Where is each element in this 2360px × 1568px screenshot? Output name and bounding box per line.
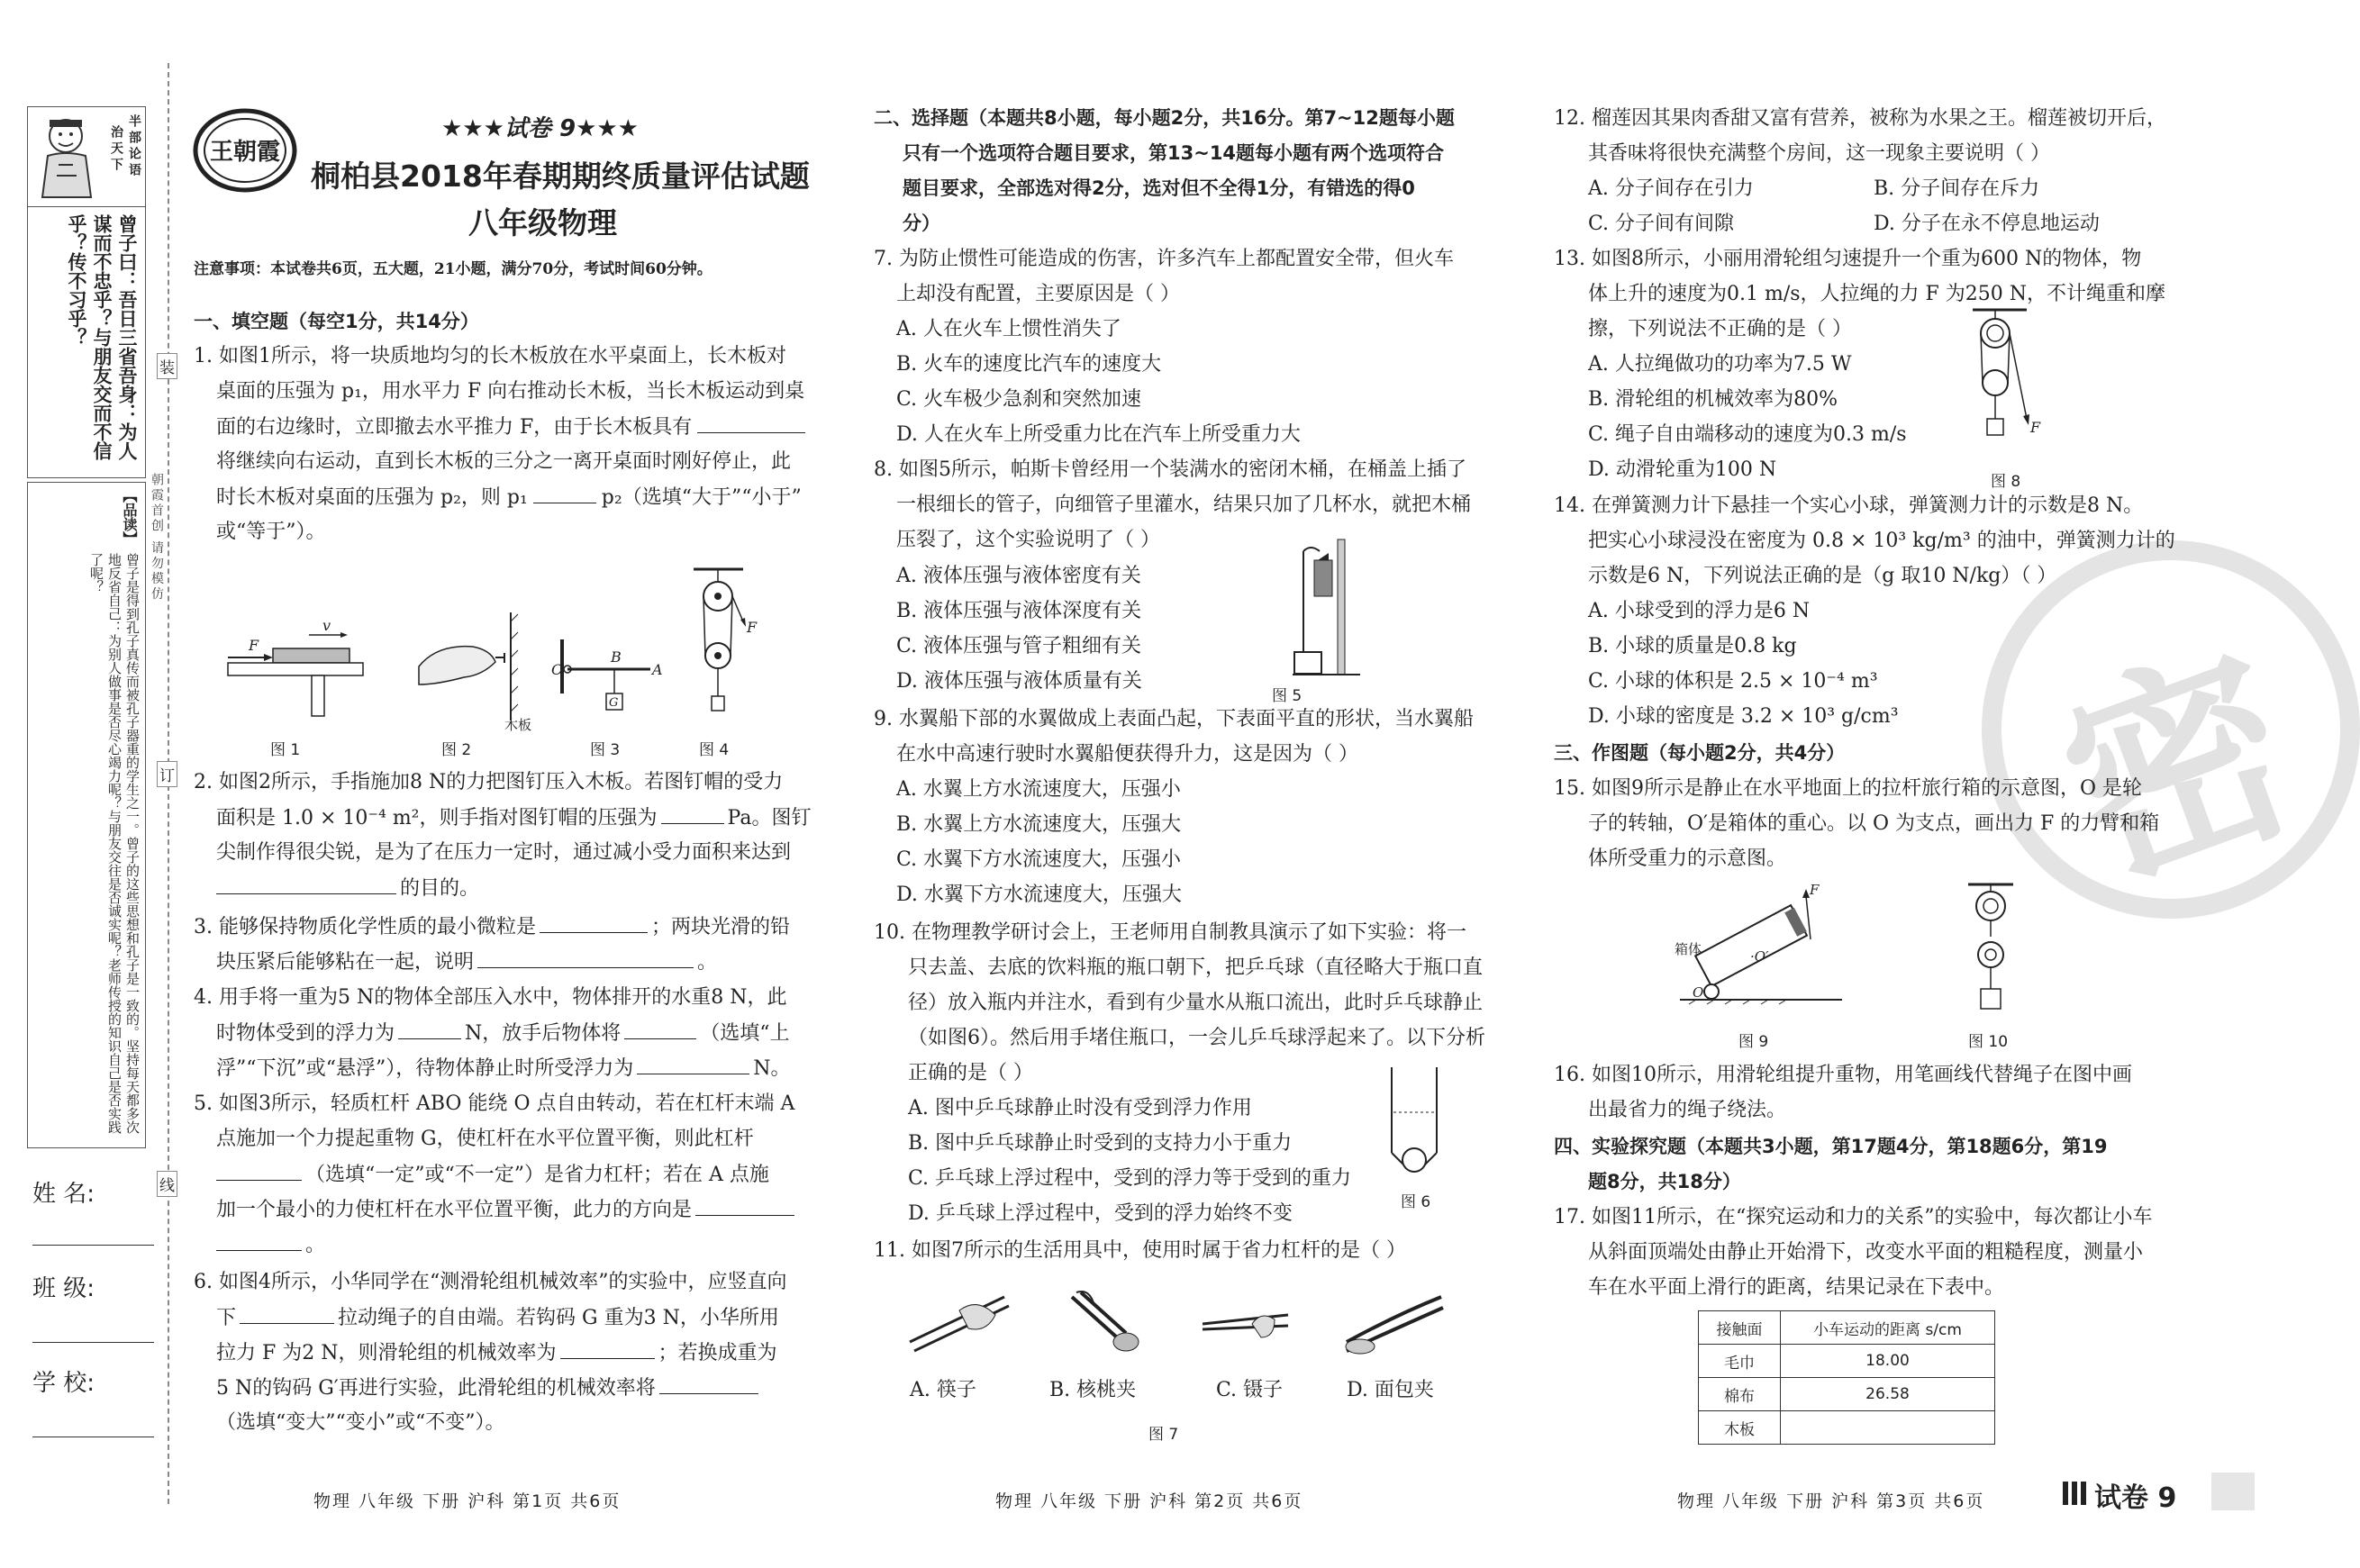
q3-blank-2[interactable]: [477, 949, 694, 968]
fig4-label-F: F: [747, 619, 758, 636]
q14-option-c[interactable]: C. 小球的体积是 2.5 × 10⁻⁴ m³: [1588, 670, 1878, 693]
section-2-line-4: 分）: [903, 213, 940, 234]
q4-line-3: 浮”“下沉”或“悬浮”），待物体静止时所受浮力为 N。: [216, 1057, 791, 1080]
chopsticks-icon: [905, 1288, 1013, 1360]
q17-line-1: 17. 如图11所示，在“探究运动和力的关系”的实验中，每次都让小车: [1554, 1206, 2153, 1228]
table-cell-answer[interactable]: [1781, 1411, 1995, 1445]
fig9-caption: 图 9: [1738, 1033, 1769, 1051]
q2-line-1: 2. 如图2所示，手指施加8 N的力把图钉压入木板。若图钉帽的受力: [194, 771, 784, 793]
q12-option-c[interactable]: C. 分子间有间隙: [1588, 213, 1735, 235]
q10-line-1: 10. 在物理教学研讨会上，王老师用自制教具演示了如下实验：将一: [874, 921, 1466, 944]
q13-option-c[interactable]: C. 绳子自由端移动的速度为0.3 m/s: [1588, 423, 1907, 446]
q14-option-b[interactable]: B. 小球的质量是0.8 kg: [1588, 635, 1797, 657]
q11-line-1: 11. 如图7所示的生活用具中，使用时属于省力杠杆的是（ ）: [874, 1239, 1406, 1262]
q13-line-3: 擦，下列说法不正确的是（ ）: [1588, 318, 1852, 340]
figure-5: [1293, 535, 1365, 679]
footer-page-3: 物理 八年级 下册 沪科 第3页 共6页: [1677, 1491, 1985, 1511]
q16-line-2: 出最省力的绳子绕法。: [1588, 1099, 1787, 1121]
reading-text: 曾子是得到孔子真传而被孔子器重的学生之一。曾子的这些思想和孔子是一致的。坚持每天都多次地反省自己：为别人做事是否尽心竭力呢？与朋友交往是否诚实呢？老师传授的知识自己是否实践了呢？: [88, 553, 141, 1134]
q13-option-d[interactable]: D. 动滑轮重为100 N: [1588, 458, 1777, 481]
q14-line-1: 14. 在弹簧测力计下悬挂一个实心小球，弹簧测力计的示数是8 N。: [1554, 494, 2144, 517]
figure-6: [1383, 1063, 1446, 1198]
q12-line-1: 12. 榴莲因其果肉香甜又富有营养，被称为水果之王。榴莲被切开后，: [1554, 107, 2166, 130]
class-label: 班 级:: [32, 1275, 95, 1302]
q4-line-2: 时物体受到的浮力为 N，放手后物体将 （选填“上: [216, 1022, 790, 1045]
section-3-heading: 三、作图题（每小题2分，共4分）: [1554, 742, 1846, 764]
brand-seal-icon: [189, 104, 306, 198]
q3-line-2: 块压紧后能够粘在一起，说明 。: [216, 951, 718, 974]
fig5-caption: 图 5: [1272, 687, 1303, 705]
q6-line-4: 5 N的钩码 G′再进行实验，此滑轮组的机械效率将: [216, 1375, 758, 1400]
q7-option-c[interactable]: C. 火车极少急刹和突然加速: [896, 388, 1142, 411]
q5-blank-2[interactable]: [695, 1197, 794, 1216]
logo-word-1: 半部论语: [127, 114, 141, 179]
side-note: 朝霞首创 请勿模仿: [150, 473, 164, 603]
q13-option-b[interactable]: B. 滑轮组的机械效率为80%: [1588, 388, 1838, 411]
fig6-caption: 图 6: [1401, 1193, 1431, 1211]
sidebar-logo: [27, 106, 146, 207]
q9-option-c[interactable]: C. 水翼下方水流速度大，压强小: [896, 848, 1182, 871]
q8-line-3: 压裂了，这个实验说明了（ ）: [896, 529, 1160, 551]
q14-option-d[interactable]: D. 小球的密度是 3.2 × 10³ g/cm³: [1588, 705, 1899, 728]
q1-line-3: 面的右边缘时，立即撤去水平推力 F，由于长木板具有: [216, 414, 805, 440]
q9-line-1: 9. 水翼船下部的水翼做成上表面凸起，下表面平直的形状，当水翼船: [874, 708, 1474, 730]
fig1-label-F: F: [249, 637, 259, 654]
figure-1: [223, 612, 377, 721]
q11-option-b[interactable]: B. 核桃夹: [1049, 1379, 1137, 1401]
fig9-label-box: 箱体: [1675, 941, 1702, 957]
table-cell: 26.58: [1781, 1378, 1995, 1411]
cut-mark-1: 装: [157, 353, 177, 379]
table-row: [1699, 1345, 1995, 1378]
q6-blank-3[interactable]: [659, 1375, 758, 1394]
table-cell: 18.00: [1781, 1345, 1995, 1378]
tweezers-icon: [1198, 1297, 1297, 1360]
q6-line-2: 下 拉动绳子的自由端。若钩码 G 重为3 N，小华所用: [216, 1307, 779, 1329]
logo-word-2: 治天下: [109, 125, 123, 174]
q6-blank-2[interactable]: [560, 1340, 655, 1359]
q13-option-a[interactable]: A. 人拉绳做功的功率为7.5 W: [1588, 353, 1852, 376]
q15-line-3: 体所受重力的示意图。: [1588, 847, 1787, 870]
table-row: [1699, 1378, 1995, 1411]
table-header: 接触面: [1699, 1311, 1781, 1345]
fig9-label-Oprime: ·O′: [1750, 948, 1769, 965]
footer-page-2: 物理 八年级 下册 沪科 第2页 共6页: [995, 1491, 1303, 1511]
section-1-heading: 一、填空题（每空1分，共14分）: [194, 311, 479, 332]
fig8-caption: 图 8: [1991, 473, 2021, 491]
q3-line-1: 3. 能够保持物质化学性质的最小微粒是 ；两块光滑的铅: [194, 916, 791, 938]
name-label: 姓 名:: [32, 1181, 95, 1208]
q4-blank-2[interactable]: [624, 1020, 696, 1039]
corner-dots-icon: [2063, 1482, 2086, 1505]
q10-option-c[interactable]: C. 乒乓球上浮过程中，受到的浮力等于受到的重力: [908, 1167, 1352, 1190]
q8-option-d[interactable]: D. 液体压强与液体质量有关: [896, 670, 1142, 693]
q2-blank-1[interactable]: [661, 805, 724, 824]
q6-line-5: （选填“变大”“变小”或“不变”）。: [216, 1411, 505, 1434]
q17-results-table: [1698, 1310, 1995, 1445]
q7-option-d[interactable]: D. 人在火车上所受重力比在汽车上所受重力大: [896, 423, 1301, 446]
q8-option-c[interactable]: C. 液体压强与管子粗细有关: [896, 635, 1142, 657]
q3-blank-1[interactable]: [540, 914, 648, 933]
q15-line-1: 15. 如图9所示是静止在水平地面上的拉杆旅行箱的示意图，O 是轮: [1554, 777, 2143, 800]
exam-subject: 八年级物理: [468, 205, 617, 240]
reading-label: 【品读】: [121, 488, 138, 546]
q9-option-d[interactable]: D. 水翼下方水流速度大，压强大: [896, 884, 1182, 906]
q12-option-a[interactable]: A. 分子间存在引力: [1588, 177, 1754, 200]
table-cell: 毛巾: [1699, 1345, 1781, 1378]
q9-line-2: 在水中高速行驶时水翼船便获得升力，这是因为（ ）: [896, 743, 1358, 766]
q7-option-a[interactable]: A. 人在火车上惯性消失了: [896, 318, 1121, 340]
table-cell: 木板: [1699, 1411, 1781, 1445]
fig3-label-O: O: [551, 661, 564, 678]
fig7-caption: 图 7: [1148, 1426, 1179, 1444]
q5-line-2: 点施加一个力提起重物 G，使杠杆在水平位置平衡，则此杠杆: [216, 1128, 754, 1150]
q14-line-3: 示数是6 N，下列说法正确的是（g 取10 N/kg）（ ）: [1588, 565, 2057, 587]
cut-mark-2: 订: [157, 761, 177, 787]
name-field[interactable]: [32, 1245, 154, 1246]
q5-line-3: （选填“一定”或“不一定”）是省力杠杆；若在 A 点施: [216, 1162, 769, 1187]
table-row: [1699, 1411, 1995, 1445]
q2-line-3: 尖制作得很尖锐，是为了在压力一定时，通过减小受力面积来达到: [216, 841, 792, 864]
q10-line-5: 正确的是（ ）: [908, 1062, 1033, 1084]
q11-option-c[interactable]: C. 镊子: [1216, 1379, 1284, 1401]
q12-option-d[interactable]: D. 分子在永不停息地运动: [1874, 213, 2100, 235]
q1-line-6: 或“等于”）。: [216, 521, 326, 543]
reading-box: [27, 482, 146, 1148]
q13-line-1: 13. 如图8所示，小丽用滑轮组匀速提升一个重为600 N的物体，物: [1554, 248, 2142, 270]
class-field[interactable]: [32, 1342, 154, 1343]
sidebar: [0, 0, 162, 1568]
section-4-line-1: 四、实验探究题（本题共3小题，第17题4分，第18题6分，第19: [1554, 1136, 2108, 1157]
q1-line-5: 时长木板对桌面的压强为 p₂，则 p₁ p₂（选填“大于”“小于”: [216, 486, 802, 509]
quote-main: 曾子曰：吾日三省吾身：为人谋而不忠乎？与朋友交而不信乎？传不习乎？: [66, 214, 138, 460]
q2-blank-2[interactable]: [216, 875, 396, 894]
q2-line-2: 面积是 1.0 × 10⁻⁴ m²，则手指对图钉帽的压强为 Pa。图钉: [216, 807, 812, 829]
q5-blank-1[interactable]: [216, 1162, 302, 1181]
q8-option-b[interactable]: B. 液体压强与液体深度有关: [896, 600, 1142, 622]
q11-option-a[interactable]: A. 筷子: [910, 1379, 976, 1401]
fig3-caption: 图 3: [590, 741, 621, 759]
fig3-label-A: A: [652, 661, 663, 678]
figure-2: [410, 603, 545, 733]
brand-seal-text: 王朝霞: [209, 139, 281, 166]
q6-line-3: 拉力 F 为2 N，则滑轮组的机械效率为 ；若换成重为: [216, 1342, 777, 1364]
fig4-caption: 图 4: [699, 741, 730, 759]
bread-tongs-icon: [1342, 1288, 1450, 1360]
q10-line-3: 径）放入瓶内并注水，看到有少量水从瓶口流出，此时乒乓球静止: [908, 992, 1484, 1014]
fig1-caption: 图 1: [270, 741, 301, 759]
q7-line-2: 上却没有配置，主要原因是（ ）: [896, 283, 1180, 305]
q16-line-1: 16. 如图10所示，用滑轮组提升重物，用笔画线代替绳子在图中画: [1554, 1064, 2132, 1086]
fig2-board-label: 木板: [504, 717, 532, 733]
fig9-label-O: O: [1693, 984, 1704, 1001]
fig10-caption: 图 10: [1968, 1033, 2009, 1051]
q2-line-4: 的目的。: [216, 875, 479, 901]
school-label: 学 校:: [32, 1370, 95, 1397]
q8-line-2: 一根细长的管子，向细管子里灌水，结果只加了几杯水，就把木桶: [896, 494, 1472, 516]
q9-option-b[interactable]: B. 水翼上方水流速度大，压强大: [896, 813, 1182, 836]
fig9-label-F: F: [1810, 882, 1820, 898]
figure-10: [1959, 881, 2022, 1016]
paper-badge: 试卷 9: [2094, 1482, 2177, 1514]
q6-blank-1[interactable]: [240, 1305, 334, 1324]
fig1-label-v: v: [322, 617, 331, 634]
q1-line-2: 桌面的压强为 p₁，用水平力 F 向右推动长木板，当长木板运动到桌: [216, 380, 805, 403]
confidential-stamp: [1982, 540, 2360, 925]
q7-line-1: 7. 为防止惯性可能造成的伤害，许多汽车上都配置安全带，但火车: [874, 248, 1454, 270]
q10-option-a[interactable]: A. 图中乒乓球静止时没有受到浮力作用: [908, 1097, 1252, 1119]
q9-option-a[interactable]: A. 水翼上方水流速度大，压强小: [896, 778, 1181, 801]
figure-3: [551, 635, 668, 734]
section-2-line-3: 题目要求，全部选对得2分，选对但不全得1分，有错选的得0: [903, 177, 1415, 199]
q10-line-2: 只去盖、去底的饮料瓶的瓶口朝下，把乒乓球（直径略大于瓶口直: [908, 956, 1484, 979]
cut-mark-3: 线: [157, 1171, 177, 1197]
q5-line-1: 5. 如图3所示，轻质杠杆 ABO 能绕 O 点自由转动，若在杠杆末端 A: [194, 1092, 795, 1115]
stamp-text: 密: [2034, 613, 2324, 925]
q4-blank-3[interactable]: [637, 1056, 749, 1074]
q8-option-a[interactable]: A. 液体压强与液体密度有关: [896, 565, 1141, 587]
q5-line-5: 。: [216, 1232, 325, 1257]
q1-blank-2[interactable]: [533, 485, 596, 503]
q14-option-a[interactable]: A. 小球受到的浮力是6 N: [1588, 600, 1811, 622]
table-header: 小车运动的距离 s/cm: [1781, 1311, 1995, 1345]
q1-blank-1[interactable]: [697, 414, 805, 433]
table-header-row: [1699, 1311, 1995, 1345]
q1-line-1: 1. 如图1所示，将一块质地均匀的长木板放在水平桌面上，长木板对: [194, 345, 786, 367]
q12-line-2: 其香味将很快充满整个房间，这一现象主要说明（ ）: [1588, 142, 2050, 165]
q5-line-4: 加一个最小的力使杠杆在水平位置平衡，此力的方向是: [216, 1197, 794, 1222]
q1-line-4: 将继续向右运动，直到长木板的三分之一离开桌面时刚好停止，此: [216, 450, 792, 473]
exam-title: 桐柏县2018年春期期终质量评估试题: [311, 159, 810, 194]
confucius-icon: [32, 111, 113, 201]
q14-line-2: 把实心小球浸没在密度为 0.8 × 10³ kg/m³ 的油中，弹簧测力计的: [1588, 530, 2175, 552]
table-cell: 棉布: [1699, 1378, 1781, 1411]
q7-option-b[interactable]: B. 火车的速度比汽车的速度大: [896, 353, 1162, 376]
q10-option-b[interactable]: B. 图中乒乓球静止时受到的支持力小于重力: [908, 1132, 1293, 1155]
q12-option-b[interactable]: B. 分子间存在斥力: [1874, 177, 2040, 200]
fig3-label-G: G: [609, 696, 619, 710]
q15-line-2: 子的转轴，O′是箱体的重心。以 O 为支点，画出力 F 的力臂和箱: [1588, 812, 2160, 835]
q4-blank-1[interactable]: [398, 1020, 461, 1039]
fig2-caption: 图 2: [441, 741, 472, 759]
q17-line-2: 从斜面顶端处由静止开始滑下，改变水平面的粗糙程度，测量小: [1588, 1241, 2144, 1264]
section-2-line-2: 只有一个选项符合题目要求，第13~14题每小题有两个选项符合: [903, 142, 1445, 164]
q8-line-1: 8. 如图5所示，帕斯卡曾经用一个装满水的密闭木桶，在桶盖上插了: [874, 458, 1466, 481]
paper-number: ★★★试卷 9★★★: [441, 115, 639, 142]
nutcracker-icon: [1054, 1288, 1144, 1360]
q11-option-d[interactable]: D. 面包夹: [1347, 1379, 1434, 1401]
corner-band: [2211, 1473, 2255, 1510]
q10-line-4: （如图6）。然后用手堵住瓶口，一会儿乒乓球浮起来了。以下分析: [908, 1027, 1485, 1049]
q17-line-3: 车在水平面上滑行的距离，结果记录在下表中。: [1588, 1276, 2005, 1299]
figure-9: [1671, 878, 1851, 1013]
q6-line-1: 6. 如图4所示，小华同学在“测滑轮组机械效率”的实验中，应竖直向: [194, 1271, 787, 1293]
q5-blank-3[interactable]: [216, 1232, 302, 1251]
footer-page-1: 物理 八年级 下册 沪科 第1页 共6页: [313, 1491, 622, 1511]
q10-option-d[interactable]: D. 乒乓球上浮过程中，受到的浮力始终不变: [908, 1202, 1293, 1225]
section-4-line-2: 题8分，共18分）: [1588, 1171, 1741, 1192]
fig8-label-F: F: [2030, 419, 2041, 436]
section-2-line-1: 二、选择题（本题共8小题，每小题2分，共16分。第7~12题每小题: [874, 107, 1455, 129]
exam-notice: 注意事项：本试卷共6页，五大题，21小题，满分70分，考试时间60分钟。: [194, 260, 713, 278]
q4-line-1: 4. 用手将一重为5 N的物体全部压入水中，物体排开的水重8 N，此: [194, 986, 787, 1009]
q13-line-2: 体上升的速度为0.1 m/s，人拉绳的力 F 为250 N，不计绳重和摩: [1588, 283, 2166, 305]
fig3-label-B: B: [611, 648, 622, 666]
figure-8: [1964, 306, 2045, 459]
figure-4: [689, 566, 761, 723]
quote-box: [27, 205, 146, 478]
